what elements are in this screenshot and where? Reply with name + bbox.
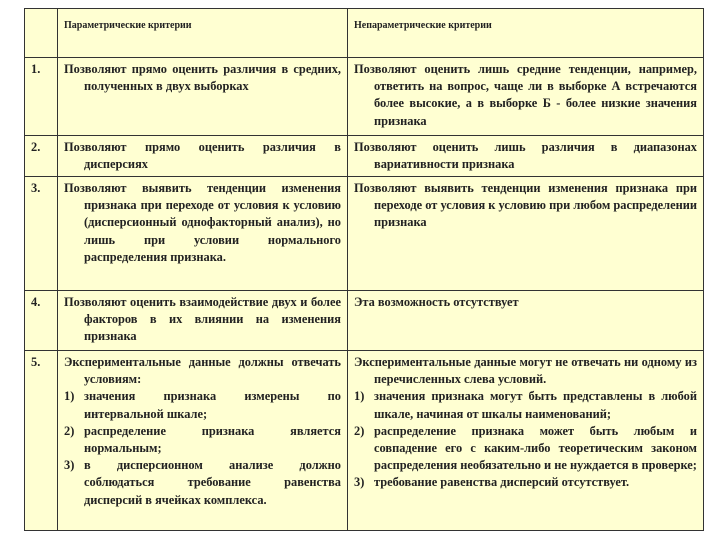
row-number: 5. <box>25 351 58 531</box>
nonparametric-cell <box>348 291 704 351</box>
table-row <box>25 136 704 177</box>
list-text: распределение признака может быть любым и совпадение его с каким-либо теоретическим законом распределения необязательно и не нуждается в проверке; <box>374 423 697 473</box>
list-marker: 3) <box>64 458 75 473</box>
list-item <box>354 474 697 491</box>
header-row <box>25 9 704 58</box>
row-number: 1. <box>25 58 58 136</box>
list-item <box>64 423 341 457</box>
list-marker: 3) <box>354 475 365 490</box>
parametric-cell <box>58 351 348 531</box>
row-number: 3. <box>25 177 58 291</box>
cell-text: Позволяют прямо оценить различия в дисперсиях <box>64 140 341 172</box>
nonparametric-cell <box>348 177 704 291</box>
criteria-comparison-table <box>24 8 704 531</box>
nonparametric-cell <box>348 351 704 531</box>
list-item <box>354 423 697 475</box>
list-item <box>354 388 697 422</box>
cell-text: Позволяют оценить лишь средние тенденции, например, ответить на вопрос, чаще ли в выборке А встречаются более высокие, а в выборке Б - более низкие значения признака <box>354 62 697 128</box>
cell-text: Позволяют выявить тенденции изменения признака при переходе от условия к условию (дисперсионный однофакторный анализ), но лишь при условии нормального распределения признака. <box>64 181 341 264</box>
table-row <box>25 291 704 351</box>
parametric-cell <box>58 58 348 136</box>
list-text: распределение признака является нормальным; <box>84 423 341 456</box>
nonparametric-cell <box>348 58 704 136</box>
list-item <box>64 457 341 509</box>
list-text: требование равенства дисперсий отсутствует. <box>374 475 630 490</box>
list-text: в дисперсионном анализе должно соблюдаться требование равенства дисперсий в ячейках комплекса. <box>84 458 341 507</box>
nonparametric-cell <box>348 136 704 177</box>
list-marker: 2) <box>64 423 75 438</box>
list-marker: 1) <box>354 389 365 404</box>
cell-text: Позволяют выявить тенденции изменения признака при переходе от условия к условию при любом распределении признака <box>354 181 697 230</box>
list-item <box>64 388 341 422</box>
row-number: 4. <box>25 291 58 351</box>
list-marker: 2) <box>354 423 365 438</box>
cell-text: Экспериментальные данные могут не отвечать ни одному из перечисленных слева условий. <box>354 355 697 387</box>
row-number: 2. <box>25 136 58 177</box>
list-text: значения признака могут быть представлены в любой шкале, начиная от шкалы наименований; <box>374 389 697 421</box>
parametric-cell <box>58 291 348 351</box>
header-num-cell <box>25 9 58 58</box>
header-nonparametric: Непараметрические критерии <box>348 9 704 58</box>
header-parametric: Параметрические критерии <box>58 9 348 58</box>
cell-text: Позволяют оценить взаимодействие двух и более факторов в их влиянии на изменения признака <box>64 295 341 344</box>
table-row <box>25 58 704 136</box>
table-row <box>25 177 704 291</box>
cell-text: Экспериментальные данные должны отвечать условиям: <box>64 355 341 387</box>
cell-text: Позволяют оценить лишь различия в диапазонах вариативности признака <box>354 140 697 172</box>
cell-text: Эта возможность отсутствует <box>354 295 519 309</box>
list-marker: 1) <box>64 389 75 404</box>
list-text: значения признака измерены по интервальной шкале; <box>84 389 341 421</box>
cell-text: Позволяют прямо оценить различия в средних, полученных в двух выборках <box>64 62 341 94</box>
parametric-cell <box>58 136 348 177</box>
parametric-cell <box>58 177 348 291</box>
table-row <box>25 351 704 531</box>
